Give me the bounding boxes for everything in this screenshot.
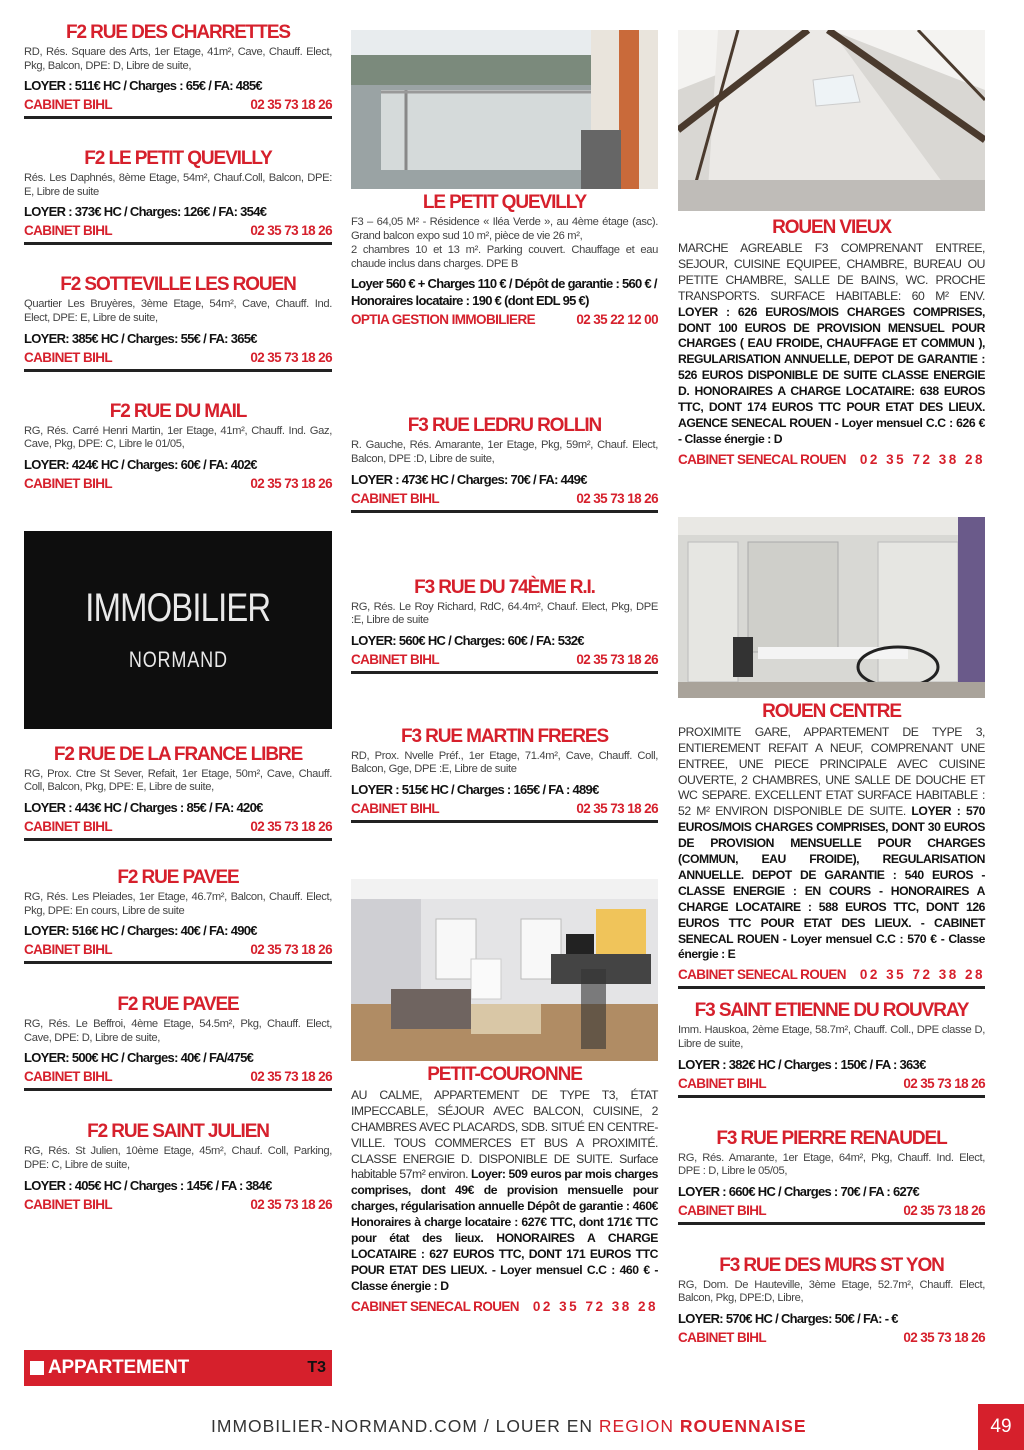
listing-agency: [24, 475, 332, 495]
listing-price: LOYER: 560€ HC / Charges: 60€ / FA: 532€: [351, 632, 584, 648]
agency-phone[interactable]: 02 35 72 38 28: [859, 967, 985, 983]
listing-card: [678, 1255, 985, 1349]
listing-agency: [678, 1075, 985, 1098]
balcony-photo: [351, 30, 658, 189]
listing-text-bold: LOYER : 626 EUROS/MOIS CHARGES COMPRISES, DONT 100 EUROS DE PROVISION MENSUEL POUR CHARGES ( EAU FROIDE, CHAUFFAGE ET COMMUN ), REGULARISATION ANNUELLE, DEPOT DE GARANTIE : 526 EUROS DISPONIBLE DE SUITE CLASSE ENERGIE D. HONORAIRES A CHARGE LOCATAIRE: 638 EUROS TTC, DONT 174 EUROS TTC POUR ETAT DES LIEUX. AGENCE SENECAL ROUEN - Loyer mensuel C.C : 626 € - Classe énergie : D: [678, 304, 985, 446]
listing-agency: [351, 800, 658, 823]
listing-card: [24, 274, 332, 371]
listing-price: LOYER: 516€ HC / Charges: 40€ / FA: 490€: [24, 923, 257, 939]
agency-phone[interactable]: 02 35 73 18 26: [250, 1069, 332, 1085]
listing-agency: [24, 96, 332, 119]
listing-description: R. Gauche, Rés. Amarante, 1er Etage, Pkg, 59m², Chauf. Elect, Balcon, DPE :D, Libre de suite,: [351, 439, 658, 465]
listing-title: LE PETIT QUEVILLY: [422, 192, 587, 213]
agency-phone[interactable]: 02 35 73 18 26: [250, 97, 332, 113]
agency-name: CABINET BIHL: [24, 818, 113, 834]
listing-price: LOYER : 473€ HC / Charges: 70€ / FA: 449€: [351, 471, 587, 487]
listing-text-plain: AU CALME, APPARTEMENT DE TYPE T3, ÉTAT IMPECCABLE, SÉJOUR AVEC BALCON, CUISINE, 2 CHAMBRES AVEC PLACARDS, SDB. SITUÉ EN CENTRE-VILLE. TOUS COMMERCES ET BUS A PROXIMITÉ. CLASSE ENERGIE D. DISPONIBLE DE SUITE. Surface habitable 57m² environ.: [351, 1087, 658, 1182]
listing-title: F2 RUE PAVEE: [117, 994, 239, 1016]
listing-text-bold: LOYER : 570 EUROS/MOIS CHARGES COMPRISES, DONT 30 EUROS DE PROVISION MENSUELLE POUR CHARGES (COMMUN, EAU FROIDE), REGULARISATION ANNUELLE. DEPOT DE GARANTIE : 540 EUROS - CLASSE ENERGIE : EN COURS - HONORAIRES A CHARGE LOCATAIRE : 588 EUROS TTC, DONT 126 EUROS TTC POUR ETAT DES LIEUX. - CABINET SENECAL ROUEN - Loyer mensuel C.C : 570 € - Classe énergie : E: [678, 804, 986, 962]
listing-price: LOYER : 511€ HC / Charges : 65€ / FA: 485€: [24, 78, 262, 94]
agency-phone[interactable]: 02 35 73 18 26: [576, 490, 658, 506]
agency-name: CABINET BIHL: [24, 1196, 113, 1212]
agency-name: CABINET BIHL: [24, 349, 113, 365]
listing-long-text: [351, 1088, 658, 1295]
listing-price: LOYER: 570€ HC / Charges: 50€ / FA: - €: [678, 1310, 898, 1326]
listing-description: RG, Rés. Carré Henri Martin, 1er Etage, 41m², Chauff. Ind. Gaz, Cave, Pkg, DPE: C, Libre le 01/05,: [24, 424, 332, 451]
listing-description: RG, Dom. De Hauteville, 3ème Etage, 52.7m², Chauff. Elect, Balcon, Pkg, DPE:D, Libre,: [678, 1278, 985, 1305]
listing-card: [24, 148, 332, 245]
listing-card: [351, 192, 658, 331]
agency-phone[interactable]: 02 35 73 18 26: [250, 349, 332, 365]
agency-phone[interactable]: 02 35 72 38 28: [859, 451, 985, 467]
listing-card: [24, 401, 332, 495]
listing-text-plain: PROXIMITE GARE, APPARTEMENT DE TYPE 3, ENTIEREMENT REFAIT A NEUF, COMPRENANT UNE ENTREE, UNE PIECE PRINCIPALE AVEC CUISINE OUVERTE, 2 CHAMBRES, UNE SALLE DE DOUCHE ET WC SEPARE. EXCELLENT ETAT SURFACE HABITABLE : 52 M² ENVIRON DISPONIBLE DE SUITE.: [678, 724, 985, 819]
listing-card: [24, 867, 332, 964]
banner-label: APPARTEMENT: [48, 1357, 190, 1378]
listing-agency: [24, 941, 332, 964]
listing-description: RG, Rés. Le Beffroi, 4ème Etage, 54.5m², Pkg, Chauff. Elect, Cave, DPE: D, Libre de suite,: [24, 1018, 332, 1044]
agency-name: CABINET BIHL: [678, 1075, 767, 1091]
listing-title: F2 RUE SAINT JULIEN: [87, 1121, 269, 1143]
agency-name: CABINET BIHL: [24, 942, 113, 958]
agency-phone[interactable]: 02 35 73 18 26: [250, 1196, 332, 1212]
listing-agency: [24, 1196, 332, 1216]
listing-agency: [678, 451, 985, 471]
listing-text-plain: MARCHE AGREABLE F3 COMPRENANT ENTREE, SEJOUR, CUISINE EQUIPEE, CHAMBRE, BUREAU OU PETITE CHAMBRE, SALLE DE BAINS, WC. PROCHE TRANSPORTS. SURFACE HABITABLE: 60 M² ENV.: [678, 241, 985, 303]
agency-name: CABINET BIHL: [351, 800, 440, 816]
listing-title: F2 LE PETIT QUEVILLY: [84, 148, 272, 170]
footer-text: [211, 1416, 807, 1437]
listing-description: RG, Prox. Ctre St Sever, Refait, 1er Etage, 50m², Cave, Chauff. Coll, Balcon, Pkg, DPE: E, Libre de suite,: [24, 767, 332, 794]
listing-title: F3 RUE DU 74ÈME R.I.: [414, 576, 595, 598]
agency-phone[interactable]: 02 35 73 18 26: [250, 223, 332, 239]
logo-main-text: IMMOBILIER: [85, 586, 271, 631]
logo-sub-text: NORMAND: [128, 647, 228, 673]
listing-card: [24, 22, 332, 119]
apartment-photo: [678, 517, 985, 698]
column-3: [678, 30, 985, 1349]
square-icon: [30, 1361, 44, 1375]
banner-type: T3: [307, 1359, 326, 1376]
listing-agency: [24, 818, 332, 841]
listing-description: Rés. Les Daphnés, 8ème Etage, 54m², Chauf.Coll, Balcon, DPE: E, Libre de suite: [24, 172, 332, 198]
agency-phone[interactable]: 02 35 73 18 26: [903, 1075, 985, 1091]
listing-description: F3 – 64,05 M² - Résidence « Iléa Verde », au 4ème étage (asc). Grand balcon expo sud 10 m², pièce de vie 26 m²,: [351, 216, 658, 242]
listing-description: RG, Rés. Le Roy Richard, RdC, 64.4m², Chauf. Elect, Pkg, DPE :E, Libre de suite: [351, 600, 658, 627]
listing-price: Loyer 560 € + Charges 110 € / Dépôt de garantie : 560 € / Honoraires locataire : 190 € (dont EDL 95 €): [351, 276, 657, 309]
footer-site-link[interactable]: IMMOBILIER-NORMAND.COM: [211, 1416, 478, 1436]
listing-title: F3 RUE PIERRE RENAUDEL: [716, 1127, 947, 1149]
column-1: [24, 22, 332, 1216]
listing-card: [24, 744, 332, 841]
agency-name: CABINET SENECAL ROUEN: [678, 967, 846, 983]
living-room-photo: [351, 879, 658, 1061]
listing-description: RG, Rés. Amarante, 1er Etage, 64m², Pkg, Chauff. Ind. Elect, DPE : D, Libre le 05/05,: [678, 1151, 985, 1178]
listing-price: LOYER : 405€ HC / Charges : 145€ / FA : 384€: [24, 1177, 272, 1193]
agency-name: CABINET BIHL: [24, 223, 113, 239]
agency-phone[interactable]: 02 35 72 38 28: [532, 1298, 658, 1314]
listing-text-bold: Loyer: 509 euros par mois charges comprises, dont 49€ de provision mensuelle pour charges, régularisation annuelle Dépôt de garantie : 460€ Honoraires à charge locataire : 627€ TTC, dont 171€ TTC pour état des lieux. HONORAIRES A CHARGE LOCATAIRE : 627 EUROS TTC, DONT 171 EUROS TTC POUR ETAT DES LIEUX. - Loyer mensuel C.C : 460 € - Classe énergie : D: [351, 1167, 658, 1293]
listing-price: LOYER : 373€ HC / Charges: 126€ / FA: 354€: [24, 204, 267, 220]
listing-title: F2 RUE DE LA FRANCE LIBRE: [53, 743, 303, 765]
agency-name: CABINET BIHL: [351, 490, 440, 506]
listing-price: LOYER: 500€ HC / Charges: 40€ / FA/475€: [24, 1050, 254, 1066]
agency-name: CABINET BIHL: [24, 97, 113, 113]
listing-agency: [24, 222, 332, 245]
listing-agency: [351, 311, 658, 331]
listing-title: F3 SAINT ETIENNE DU ROUVRAY: [694, 1000, 969, 1022]
listing-title: F2 RUE DU MAIL: [109, 400, 247, 422]
listing-agency: [24, 1068, 332, 1091]
listing-agency: [24, 349, 332, 372]
agency-name: CABINET SENECAL ROUEN: [678, 451, 846, 467]
listing-price: LOYER : 660€ HC / Charges : 70€ / FA : 627€: [678, 1183, 920, 1199]
listing-agency: [678, 1202, 985, 1225]
listing-card: [351, 577, 658, 674]
agency-name: CABINET BIHL: [351, 651, 440, 667]
listing-card: [351, 726, 658, 823]
listing-agency: [351, 651, 658, 674]
listing-price: LOYER: 385€ HC / Charges: 55€ / FA: 365€: [24, 330, 257, 346]
agency-name: CABINET BIHL: [678, 1202, 767, 1218]
listing-card: [678, 701, 985, 990]
listing-description: RG, Rés. St Julien, 10ème Etage, 45m², Chauf. Coll, Parking, DPE: C, Libre de suite,: [24, 1145, 332, 1171]
listing-title: ROUEN CENTRE: [762, 700, 901, 722]
agency-phone[interactable]: 02 35 73 18 26: [903, 1329, 985, 1345]
section-banner: [24, 1350, 332, 1386]
agency-phone[interactable]: 02 35 73 18 26: [250, 818, 332, 834]
listing-title: F3 RUE LEDRU ROLLIN: [407, 415, 602, 437]
agency-phone[interactable]: 02 35 22 12 00: [576, 312, 658, 328]
attic-room-photo: [678, 30, 985, 211]
listing-card: [678, 1128, 985, 1225]
footer-region-bold: ROUENNAISE: [679, 1416, 807, 1436]
listing-long-text: [678, 725, 985, 964]
listing-price: LOYER : 443€ HC / Charges : 85€ / FA: 420€: [24, 799, 263, 815]
listing-agency: [678, 1329, 985, 1349]
agency-name: CABINET BIHL: [24, 1069, 113, 1085]
listing-card: [24, 1121, 332, 1215]
listing-long-text: [678, 241, 985, 448]
agency-name: CABINET BIHL: [678, 1329, 767, 1345]
listing-card: [678, 217, 985, 471]
footer-separator: / LOUER EN: [478, 1416, 599, 1436]
listing-agency: [351, 490, 658, 513]
listing-title: F3 RUE DES MURS ST YON: [719, 1254, 944, 1276]
listing-card: [351, 1064, 658, 1318]
listing-description: RD, Prox. Nvelle Préf., 1er Etage, 71.4m², Cave, Chauff. Coll, Balcon, Gge, DPE :E, Libre de suite: [351, 749, 658, 776]
listing-title: PETIT-COURONNE: [427, 1063, 582, 1085]
page-number: 49: [978, 1404, 1024, 1450]
agency-name: CABINET BIHL: [24, 475, 113, 491]
listing-card: [351, 415, 658, 512]
listing-description: Imm. Hauskoa, 2ème Etage, 58.7m², Chauff. Coll., DPE classe D, Libre de suite,: [678, 1024, 985, 1050]
agency-phone[interactable]: 02 35 73 18 26: [250, 942, 332, 958]
listing-title: F2 SOTTEVILLE LES ROUEN: [60, 274, 296, 296]
agency-name: CABINET SENECAL ROUEN: [351, 1298, 519, 1314]
listing-description-2: 2 chambres 10 et 13 m². Parking couvert. Chauffage et eau chaude inclus dans charges. DPE B: [351, 244, 658, 270]
listing-price: LOYER : 382€ HC / Charges : 150€ / FA : 363€: [678, 1056, 926, 1072]
immobilier-normand-logo: [24, 531, 332, 729]
listing-agency: [351, 1298, 658, 1318]
listing-card: [24, 994, 332, 1091]
listing-title: F2 RUE PAVEE: [117, 866, 239, 888]
listing-title: ROUEN VIEUX: [772, 217, 891, 238]
listing-description: RG, Rés. Les Pleiades, 1er Etage, 46.7m², Balcon, Chauff. Elect, Pkg, DPE: En cours, Libre de suite: [24, 890, 332, 917]
footer-region-plain: REGION: [598, 1416, 680, 1436]
agency-phone[interactable]: 02 35 73 18 26: [250, 475, 332, 491]
listing-price: LOYER : 515€ HC / Charges : 165€ / FA : 489€: [351, 781, 599, 797]
listing-title: F3 RUE MARTIN FRERES: [400, 725, 609, 747]
page-footer: [0, 1416, 1024, 1438]
listing-agency: [678, 966, 985, 989]
agency-phone[interactable]: 02 35 73 18 26: [576, 651, 658, 667]
listing-description: RD, Rés. Square des Arts, 1er Etage, 41m², Cave, Chauff. Elect, Pkg, Balcon, DPE: D, Libre de suite,: [24, 46, 332, 72]
listing-price: LOYER: 424€ HC / Charges: 60€ / FA: 402€: [24, 456, 257, 472]
listing-title: F2 RUE DES CHARRETTES: [66, 22, 290, 43]
column-2: [351, 30, 658, 1318]
agency-phone[interactable]: 02 35 73 18 26: [903, 1202, 985, 1218]
agency-name: OPTIA GESTION IMMOBILIERE: [351, 312, 536, 328]
listing-card: [678, 1000, 985, 1097]
listing-description: Quartier Les Bruyères, 3ème Etage, 54m², Cave, Chauff. Ind. Elect, DPE: E, Libre de suite,: [24, 298, 332, 324]
agency-phone[interactable]: 02 35 73 18 26: [576, 800, 658, 816]
